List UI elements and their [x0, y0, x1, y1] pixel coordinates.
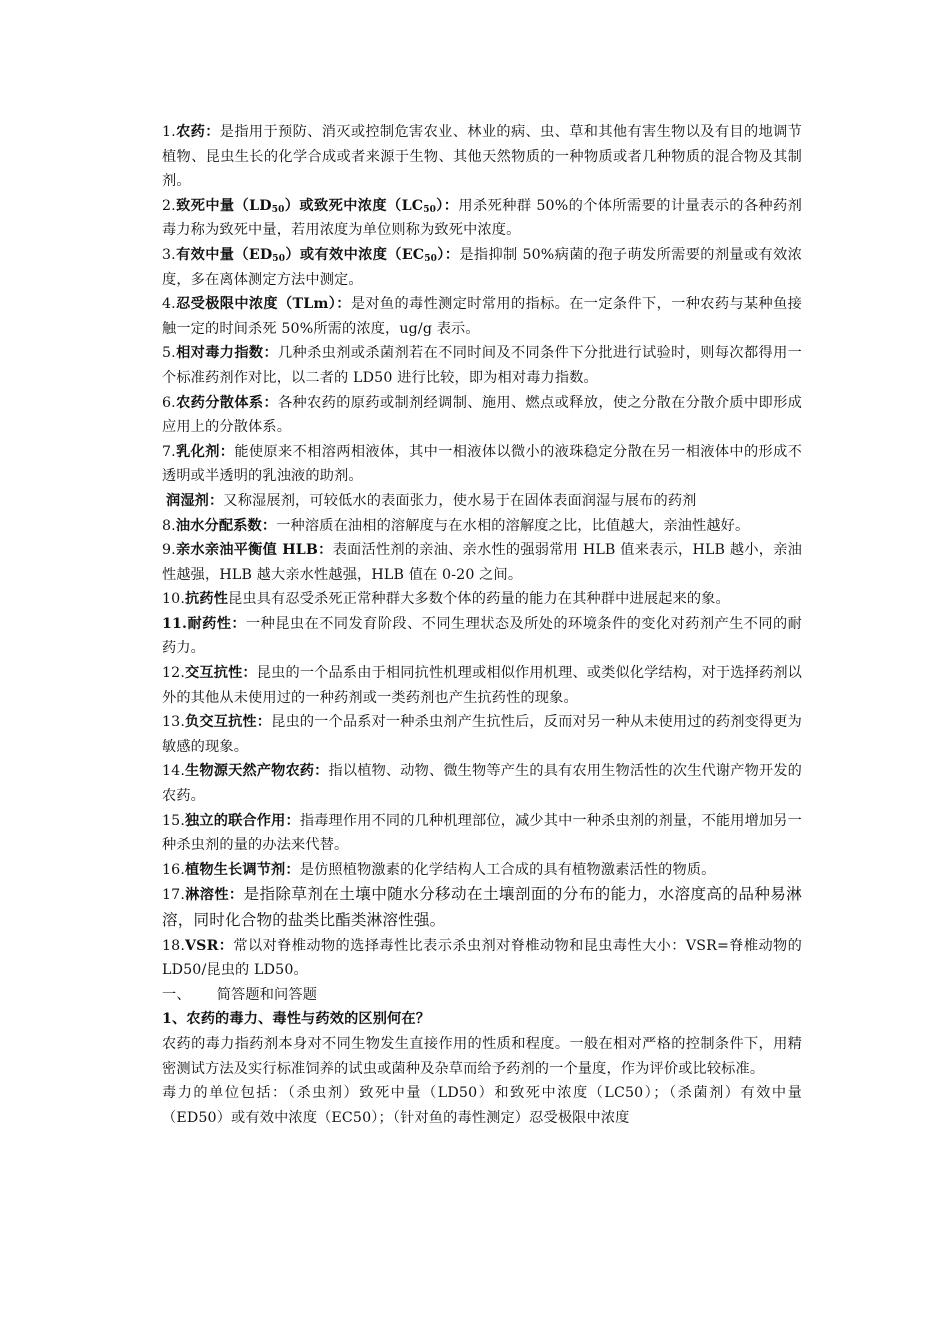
definition-12 [162, 661, 802, 710]
definition-separator: ： [318, 542, 333, 559]
definition-term: 农药分散体系 [175, 394, 264, 411]
answer-paragraph: 农药的毒力指药剂本身对不同生物发生直接作用的性质和程度。一般在相对严格的控制条件下，用精密测试方法及实行标准饲养的试虫或菌种及杂草而给予药剂的一个量度，作为评价或比较标准。 [162, 1035, 802, 1077]
definition-number: 4. [162, 296, 176, 313]
definition-number: 15. [162, 812, 186, 829]
definition-separator: ： [242, 665, 257, 682]
definition-text: 常以对脊椎动物的选择毒性比表示杀虫剂对脊椎动物和昆虫毒性大小：VSR=脊椎动物的 LD50/昆虫的 LD50。 [162, 937, 802, 979]
definition-separator: ： [228, 887, 244, 904]
definition-5 [162, 341, 802, 390]
definition-number: 7. [162, 443, 176, 460]
definition-separator: ： [263, 394, 278, 411]
definition-18 [162, 934, 802, 983]
definition-text: 一种溶质在油相的溶解度与在水相的溶解度之比，比值越大，亲油性越好。 [276, 517, 750, 534]
definition-text: 各种农药的原药或制剂经调制、施用、燃点或释放，使之分散在分散介质中即形成应用上的分散体系。 [162, 394, 802, 436]
definition-7 [162, 440, 802, 489]
definition-number: 8. [162, 517, 176, 534]
definition-text: 昆虫具有忍受杀死正常种群大多数个体的药量的能力在其种群中进展起来的象。 [228, 591, 730, 608]
definition-separator: ： [205, 124, 220, 140]
definition-number: 17. [162, 887, 186, 904]
definition-text: 能使原来不相溶两相液体，其中一相液体以微小的液珠稳定分散在另一相液体中的形成不透明或半透明的乳浊液的助剂。 [162, 443, 802, 485]
definition-separator: ： [209, 492, 224, 509]
definition-separator: ： [443, 197, 459, 214]
definition-4 [162, 292, 802, 341]
definition-term: 抗药性 [185, 591, 229, 608]
section-number: 一、 [162, 986, 191, 1003]
definition-text: 用杀死种群 50%的个体所需要的计量表示的各种药剂毒力称为致死中量，若用浓度为单位则称为致死中浓度。 [162, 197, 802, 239]
definition-10 [162, 587, 802, 612]
definition-2 [162, 194, 802, 243]
definition-term: 有效中量$(ED_{50})$或有效中浓度$(EC_{50})$ [175, 246, 445, 264]
definition-term: 交互抗性 [185, 665, 243, 682]
definition-text: 是指抑制 50%病菌的孢子萌发所需要的剂量或有效浓度，多在离体测定方法中测定。 [162, 246, 802, 288]
definition-text: 昆虫的一个品系由于相同抗性机理或相似作用机理、或类似化学结构，对于选择药剂以外的其他从未使用过的一种药剂或一类药剂也产生抗药性的现象。 [162, 665, 802, 706]
definition-text: 是指用于预防、消灭或控制危害农业、林业的病、虫、草和其他有害生物以及有目的地调节植物、昆虫生长的化学合成或者来源于生物、其他天然物质的一种物质或者几种物质的混合物及其制剂。 [162, 124, 802, 190]
definition-term: 忍受极限中浓度（TLm） [175, 296, 337, 313]
definition-separator: ： [256, 714, 272, 731]
definition-number: 5. [162, 345, 176, 362]
section-heading [162, 983, 802, 1008]
section-title: 简答题和问答题 [216, 986, 318, 1003]
definition-term: 植物生长调节剂 [185, 861, 286, 878]
definition-separator: ： [263, 345, 278, 362]
definition-text: 昆虫的一个品系对一种杀虫剂产生抗性后，反而对另一种从未使用过的药剂变得更为敏感的现象。 [162, 714, 802, 755]
definition-separator: ： [285, 861, 300, 878]
definition-term: 淋溶性 [185, 887, 229, 904]
definition-text: 指毒理作用不同的几种机理部位，减少其中一种杀虫剂的剂量，不能用增加另一种杀虫剂的量的办法来代替。 [162, 812, 802, 854]
definition-term: 润湿剂 [166, 492, 210, 509]
definition-term: 相对毒力指数 [175, 345, 264, 362]
definition-number: 6. [162, 394, 176, 411]
definition-text: 表面活性剂的亲油、亲水性的强弱常用 HLB 值来表示，HLB 越小，亲油性越强，HLB 越大亲水性越强，HLB 值在 0-20 之间。 [162, 542, 802, 583]
definition-term: 亲水亲油平衡值 HLB [175, 542, 319, 559]
definition-wetting-agent [162, 489, 802, 514]
definition-17 [162, 882, 802, 933]
definition-separator: ： [219, 443, 235, 460]
definition-separator: ： [218, 937, 234, 954]
definition-number: 12. [162, 665, 186, 682]
definition-separator: ： [444, 246, 460, 263]
definition-separator: ： [336, 296, 351, 313]
definition-3 [162, 243, 802, 292]
definition-8 [162, 514, 802, 539]
definition-text: 是对鱼的毒性测定时常用的指标。在一定条件下，一种农药与某种鱼接触一定的时间杀死 50%所需的浓度，ug/g 表示。 [162, 296, 802, 337]
definition-term: 耐药性 [187, 615, 232, 632]
definition-number: 2. [162, 197, 176, 214]
definition-9 [162, 538, 802, 587]
definition-text: 指以植物、动物、微生物等产生的具有农用生物活性的次生代谢产物开发的农药。 [162, 763, 803, 805]
definition-term: 生物源天然产物农药 [185, 763, 315, 780]
definition-number: 14. [162, 763, 186, 780]
definition-text: 又称湿展剂，可较低水的表面张力，使水易于在固体表面润湿与展布的药剂 [223, 492, 697, 509]
definition-14 [162, 759, 802, 808]
definition-13 [162, 710, 802, 759]
definition-number: 1. [162, 124, 176, 140]
definition-number: 13. [162, 714, 186, 731]
definition-text: 是仿照植物激素的化学结构人工合成的具有植物激素活性的物质。 [299, 861, 716, 878]
definition-separator: ： [261, 517, 277, 534]
definition-text: 几种杀虫剂或杀菌剂若在不同时间及不同条件下分批进行试验时，则每次都得用一个标准药剂作对比，以二者的 LD50 进行比较，即为相对毒力指数。 [162, 345, 802, 386]
definition-6 [162, 391, 802, 440]
definition-11 [162, 612, 802, 661]
definition-number: 11. [162, 615, 188, 632]
definition-15 [162, 809, 802, 858]
definition-term: 农药 [175, 124, 206, 140]
definition-term: 致死中量$(LD_{50})$或致死中浓度$(LC_{50})$ [175, 197, 444, 215]
definition-term: 油水分配系数 [175, 517, 262, 534]
definition-separator: ： [231, 615, 247, 632]
definition-number: 9. [162, 542, 176, 559]
definition-number: 10. [162, 591, 186, 608]
definition-separator: ： [285, 812, 300, 829]
definition-number: 3. [162, 246, 176, 263]
definition-1 [162, 120, 802, 194]
definition-separator: ： [314, 763, 329, 780]
definition-term: 乳化剂 [175, 443, 220, 460]
definition-number: 16. [162, 861, 186, 878]
definition-text: 一种昆虫在不同发育阶段、不同生理状态及所处的环境条件的变化对药剂产生不同的耐药力。 [162, 615, 803, 657]
question-title: 1、农药的毒力、毒性与药效的区别何在？ [162, 1011, 431, 1028]
document-page [162, 120, 802, 1130]
definition-term: 独立的联合作用 [185, 812, 286, 829]
definition-16 [162, 858, 802, 883]
definition-term: 负交互抗性 [185, 714, 257, 731]
answer-paragraph: 毒力的单位包括：（杀虫剂）致死中量（LD50）和致死中浓度（LC50）；（杀菌剂）有效中量（ED50）或有效中浓度（EC50）；（针对鱼的毒性测定）忍受极限中浓度 [162, 1085, 802, 1126]
definition-term: VSR [185, 937, 219, 954]
definition-text: 是指除草剂在土壤中随水分移动在土壤剖面的分布的能力，水溶度高的品种易淋溶，同时化合物的盐类比酯类淋溶性强。 [162, 885, 802, 929]
definition-number: 18. [162, 937, 186, 954]
